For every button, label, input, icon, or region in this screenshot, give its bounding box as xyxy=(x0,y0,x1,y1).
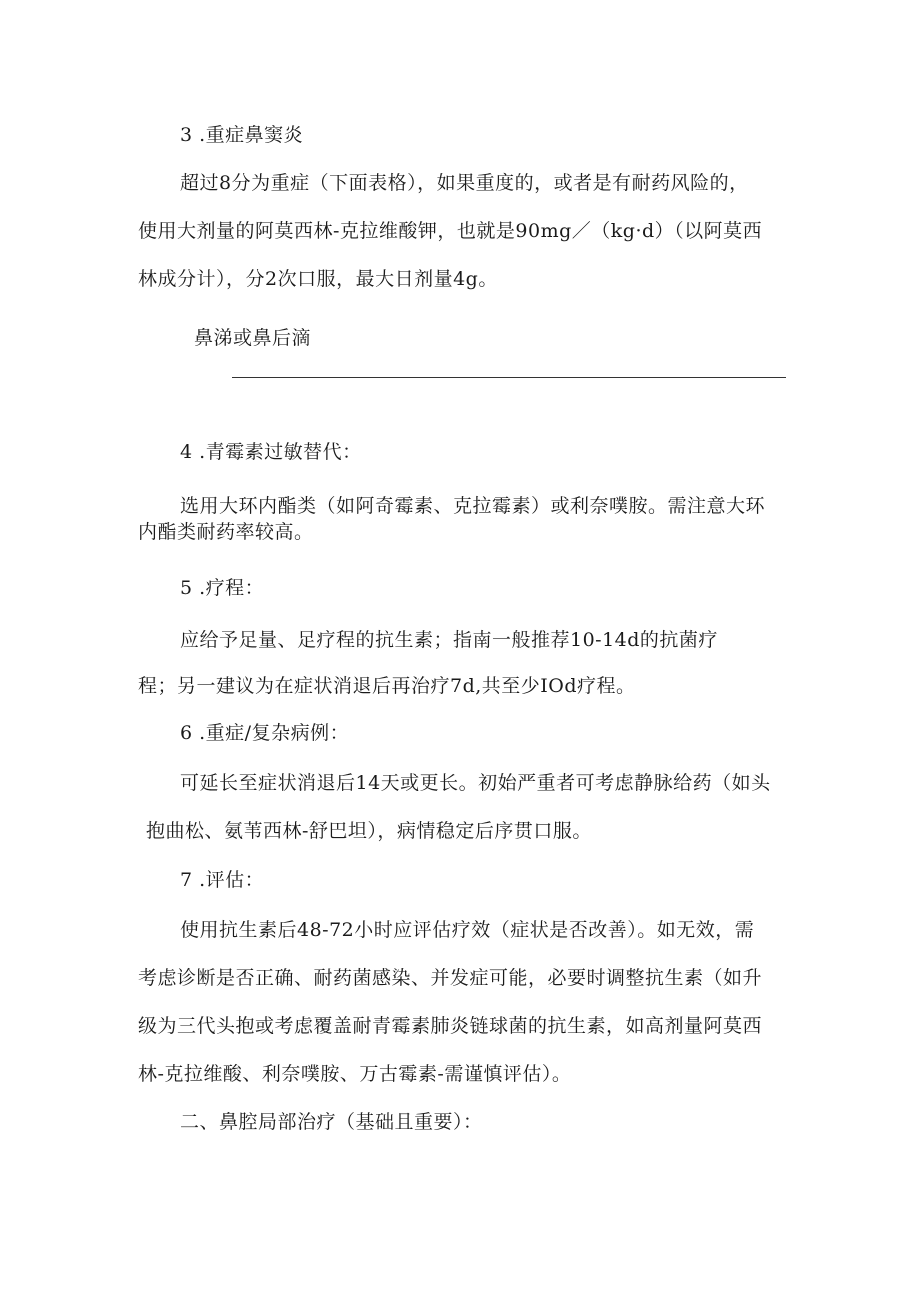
section7-line-3: 级为三代头抱或考虑覆盖耐青霉素肺炎链球菌的抗生素，如高剂量阿莫西 xyxy=(138,1015,763,1037)
section4-line-2: 内酯类耐药率较高。 xyxy=(138,521,314,543)
section5-line-2: 程；另一建议为在症状消退后再治疗7d,共至少IOd疗程。 xyxy=(138,675,636,697)
section6-line-1: 可延长至症状消退后14天或更长。初始严重者可考虑静脉给药（如头 xyxy=(180,772,771,794)
section7-line-1: 使用抗生素后48-72小时应评估疗效（症状是否改善）。如无效，需 xyxy=(180,919,755,941)
section7-heading: 7 .评估： xyxy=(180,869,265,891)
section5-heading: 5 .疗程： xyxy=(180,577,265,599)
section3-line-2: 使用大剂量的阿莫西林-克拉维酸钾，也就是90mg／（kg·d）（以阿莫西 xyxy=(138,220,763,242)
section5-line-1: 应给予足量、足疗程的抗生素；指南一般推荐10-14d的抗菌疗 xyxy=(180,629,718,651)
table-rule xyxy=(232,377,786,378)
section3-line-3: 林成分计），分2次口服，最大日剂量4g。 xyxy=(138,268,498,290)
section6-heading: 6 .重症/复杂病例： xyxy=(180,722,350,744)
section3-line-1: 超过8分为重症（下面表格），如果重度的，或者是有耐药风险的， xyxy=(180,172,749,194)
section6-line-2: 抱曲松、氨苇西林-舒巴坦），病情稳定后序贯口服。 xyxy=(146,820,592,842)
part2-heading: 二、鼻腔局部治疗（基础且重要）： xyxy=(180,1111,483,1133)
table-row-label: 鼻涕或鼻后滴 xyxy=(194,327,312,349)
section7-line-4: 林-克拉维酸、利奈噗胺、万古霉素-需谨慎评估）。 xyxy=(138,1063,572,1085)
section3-heading: 3 .重症鼻窦炎 xyxy=(180,124,304,146)
section4-heading: 4 .青霉素过敏替代： xyxy=(180,441,362,463)
section4-line-1: 选用大环内酯类（如阿奇霉素、克拉霉素）或利奈噗胺。需注意大环 xyxy=(180,495,766,517)
section7-line-2: 考虑诊断是否正确、耐药菌感染、并发症可能，必要时调整抗生素（如升 xyxy=(138,967,763,989)
